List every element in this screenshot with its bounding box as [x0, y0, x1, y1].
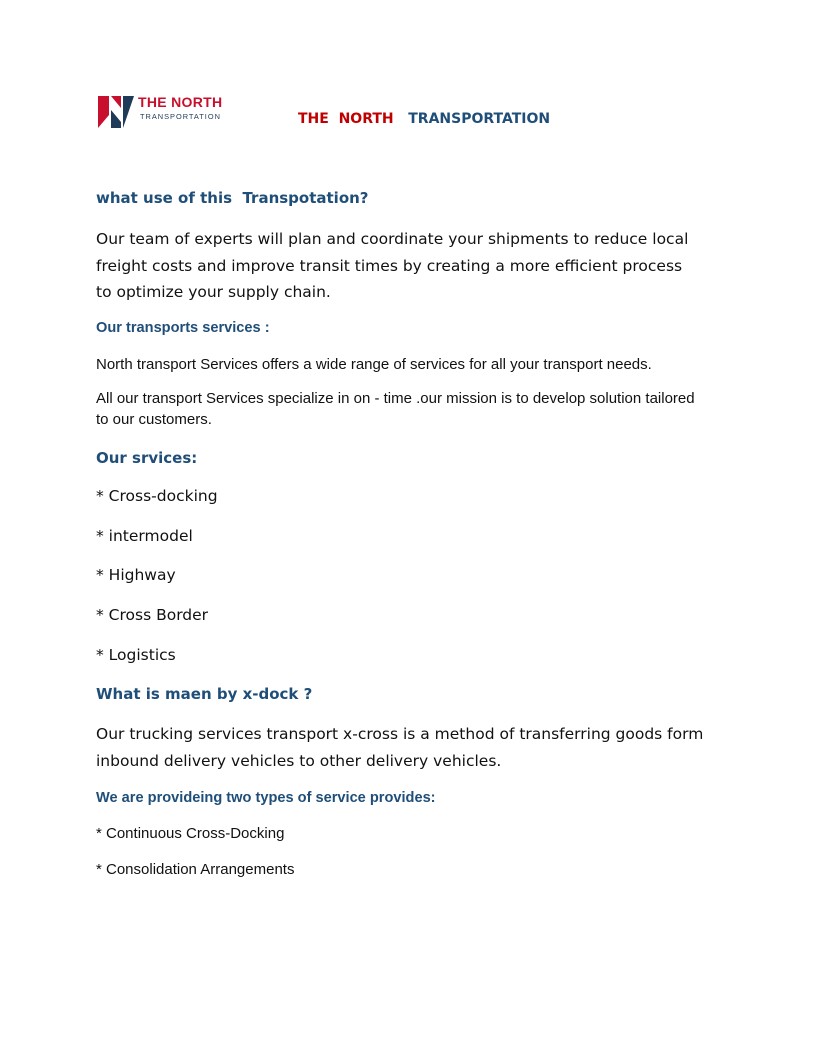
- logo-text-line1: THE NORTH: [138, 94, 223, 110]
- company-logo: [98, 94, 238, 128]
- type-item: * Continuous Cross-Docking: [96, 825, 285, 842]
- north-logo-icon: [98, 96, 134, 128]
- service-item: * Cross-docking: [96, 487, 218, 505]
- xdock-paragraph: Our trucking services transport x-cross is a method of transferring goods form inbound delivery vehicles to other delivery vehicles.: [96, 725, 704, 770]
- title-part-blue: TRANSPORTATION: [408, 111, 551, 127]
- transports-paragraph-1: North transport Services offers a wide range of services for all your transport needs.: [96, 356, 652, 373]
- logo-text-line2: TRANSPORTATION: [140, 112, 221, 121]
- services-heading: Our srvices:: [96, 449, 198, 467]
- service-item: * Logistics: [96, 646, 176, 664]
- service-item: * intermodel: [96, 527, 193, 545]
- title-part-red: THE NORTH: [298, 111, 394, 127]
- types-heading: We are provideing two types of service provides:: [96, 790, 436, 806]
- use-paragraph: Our team of experts will plan and coordinate your shipments to reduce local freight costs and improve transit times by creating a more efficient process to optimize your supply chain.: [96, 230, 689, 301]
- transports-heading: Our transports services :: [96, 320, 270, 336]
- xdock-heading: What is maen by x-dock ?: [96, 685, 313, 703]
- service-item: * Highway: [96, 566, 176, 584]
- service-item: * Cross Border: [96, 606, 209, 624]
- use-heading: what use of this Transpotation?: [96, 189, 369, 207]
- document-title: [298, 111, 550, 127]
- type-item: * Consolidation Arrangements: [96, 861, 295, 878]
- transports-paragraph-2: All our transport Services specialize in on - time .our mission is to develop solution tailored to our customers.: [96, 390, 695, 428]
